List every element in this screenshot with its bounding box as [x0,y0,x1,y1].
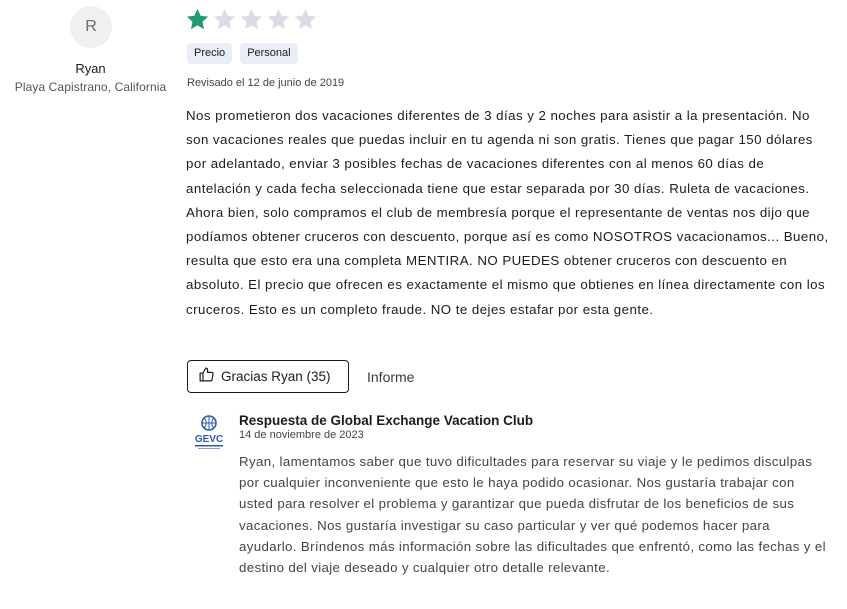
avatar[interactable] [70,6,112,48]
reviewer-location: Playa Capistrano, California [14,80,167,94]
thanks-button-label: Gracias Ryan (35) [221,369,331,384]
star-icon [293,7,318,32]
star-rating [185,7,318,32]
review-body: Nos prometieron dos vacaciones diferentes de 3 días y 2 noches para asistir a la presentación. No son vacaciones reales que puedas incluir en tu agenda ni son gratis. Tienes que pagar 150 dólares por adelantado, enviar 3 posibles fechas de vacaciones diferentes con al menos 60 días de antelación y cada fecha seleccionada tiene que estar separada por 30 días. Ruleta de vacaciones. Ahora bien, solo compramos el club de membresía porque el representante de ventas nos dijo que podíamos obtener cruceros con descuento, porque así es como NOSOTROS vacacionamos... Bueno, resulta que esto era una completa MENTIRA. NO PUEDES obtener cruceros con descuento en absoluto. El precio que ofrecen es exactamente el mismo que obtienes en línea directamente con los cruceros. Esto es un completo fraude. NO te dejes estafar por esta gente. [186,108,829,317]
star-icon [185,7,210,32]
tag-staff: Personal [240,43,297,64]
revised-date: Revisado el 12 de junio de 2019 [187,77,345,89]
reply-title: Respuesta de Global Exchange Vacation Club [239,413,534,428]
thumbs-up-icon [198,366,215,388]
thanks-button[interactable] [187,360,349,393]
star-icon [239,7,264,32]
svg-text:GEVC: GEVC [194,434,224,445]
avatar-initial: R [85,18,97,35]
reviewer-name[interactable]: Ryan [75,61,106,76]
reply-date: 14 de noviembre de 2023 [239,429,364,441]
star-icon [266,7,291,32]
tag-list [187,43,298,64]
reply-body: Ryan, lamentamos saber que tuvo dificultades para reservar su viaje y le pedimos disculpas por cualquier inconveniente que esto le haya podido ocasionar. Nos gustaría trabajar con usted para resolver el problema y garantizar que pueda disfrutar de los beneficios de sus vacaciones. Nos gustaría investigar su caso particular y ver qué podemos hacer para ayudarlo. Bríndenos más información sobre las dificultades que enfrentó, como las fechas y el destino del viaje deseado y cualquier otro detalle relevante. [239,454,826,576]
report-link[interactable]: Informe [367,369,415,385]
company-logo [193,415,225,451]
star-icon [212,7,237,32]
tag-price: Precio [187,43,232,64]
